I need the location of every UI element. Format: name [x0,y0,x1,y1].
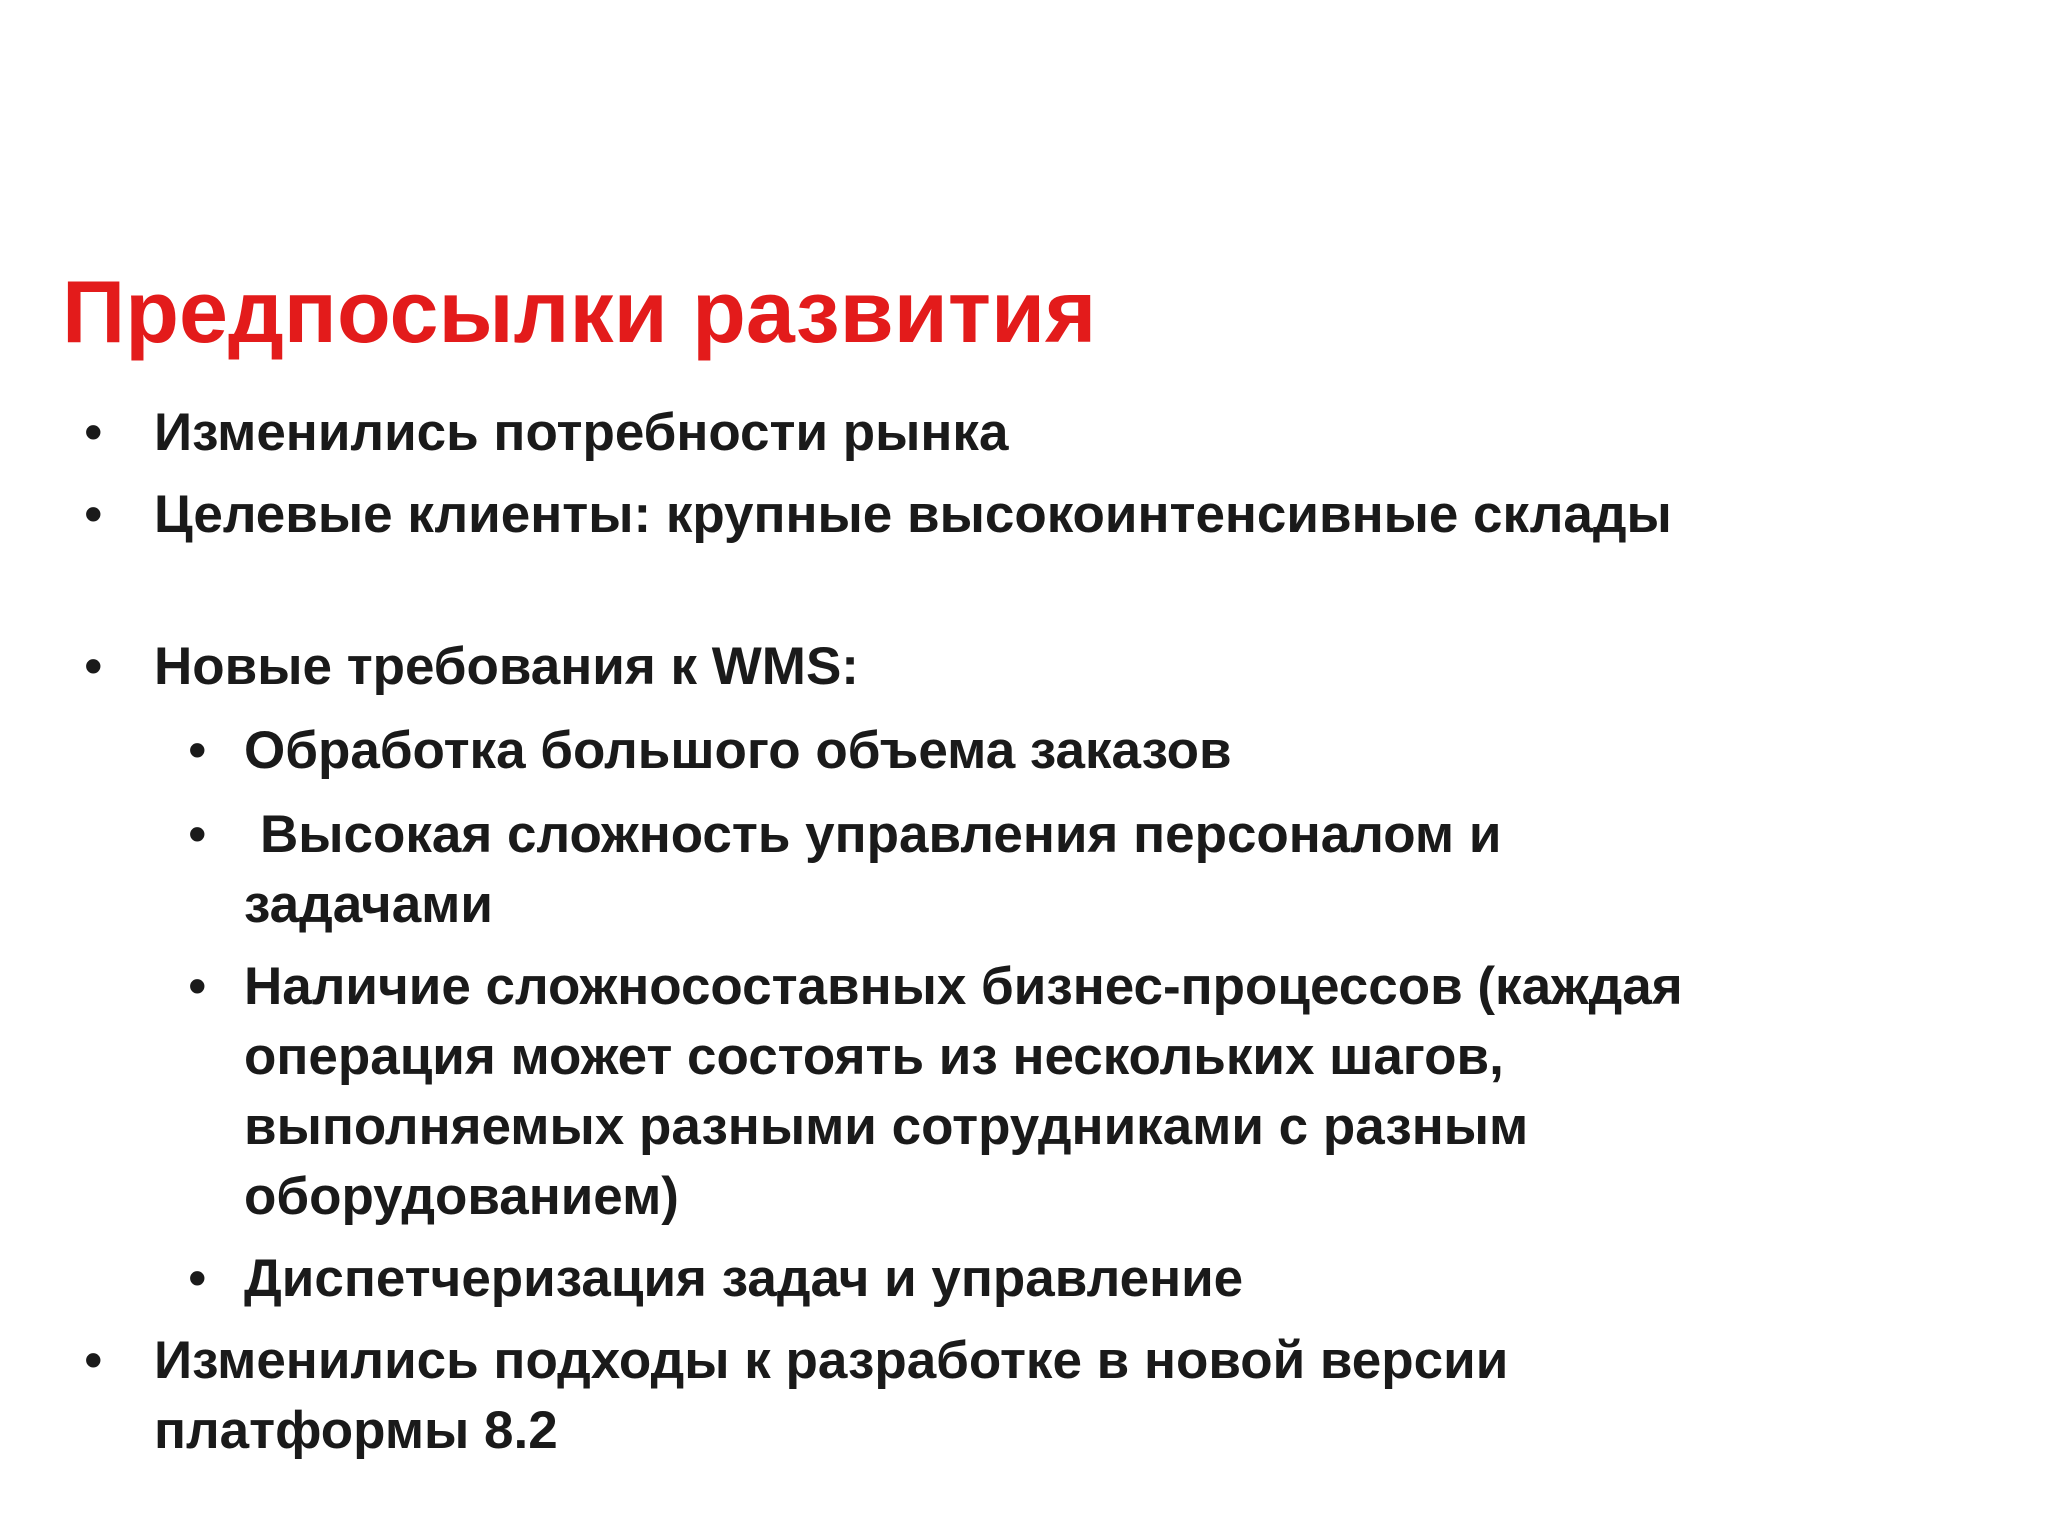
sub-bullet-item-order-volume [188,716,1714,786]
sub-bullet-item-business-processes [188,952,1714,1232]
bullet-text: Высокая сложность управления персоналом и задачами [244,805,1502,934]
bullet-text: Изменились потребности рынка [154,403,1009,462]
sub-bullet-item-staff-management [188,800,1714,940]
bullet-item-market-needs [84,398,1714,468]
bullet-icon: • [188,721,207,780]
bullet-icon: • [188,805,207,864]
bullet-icon: • [84,1331,103,1390]
bullet-text: Наличие сложносоставных бизнес-процессов (каждая операция может состоять из нескольких шагов, выполняемых разными сотрудниками с разным оборудованием) [244,957,1683,1226]
bullet-item-platform-approach [84,1326,1714,1466]
bullet-icon: • [84,637,103,696]
bullet-icon: • [188,957,207,1016]
bullet-text: Новые требования к WMS: [154,637,859,696]
bullet-text: Диспетчеризация задач и управление [244,1249,1244,1308]
bullet-text: Изменились подходы к разработке в новой версии платформы 8.2 [154,1331,1509,1460]
sub-bullet-item-dispatching [188,1244,1714,1314]
bullet-icon: • [84,485,103,544]
bullet-icon: • [84,403,103,462]
bullet-item-new-wms-requirements [84,632,1714,702]
bullet-text: Обработка большого объема заказов [244,721,1232,780]
bullet-icon: • [188,1249,207,1308]
bullet-text: Целевые клиенты: крупные высокоинтенсивные склады [154,485,1672,544]
slide-title: Предпосылки развития [62,262,1097,361]
bullet-item-target-clients [84,480,1714,550]
